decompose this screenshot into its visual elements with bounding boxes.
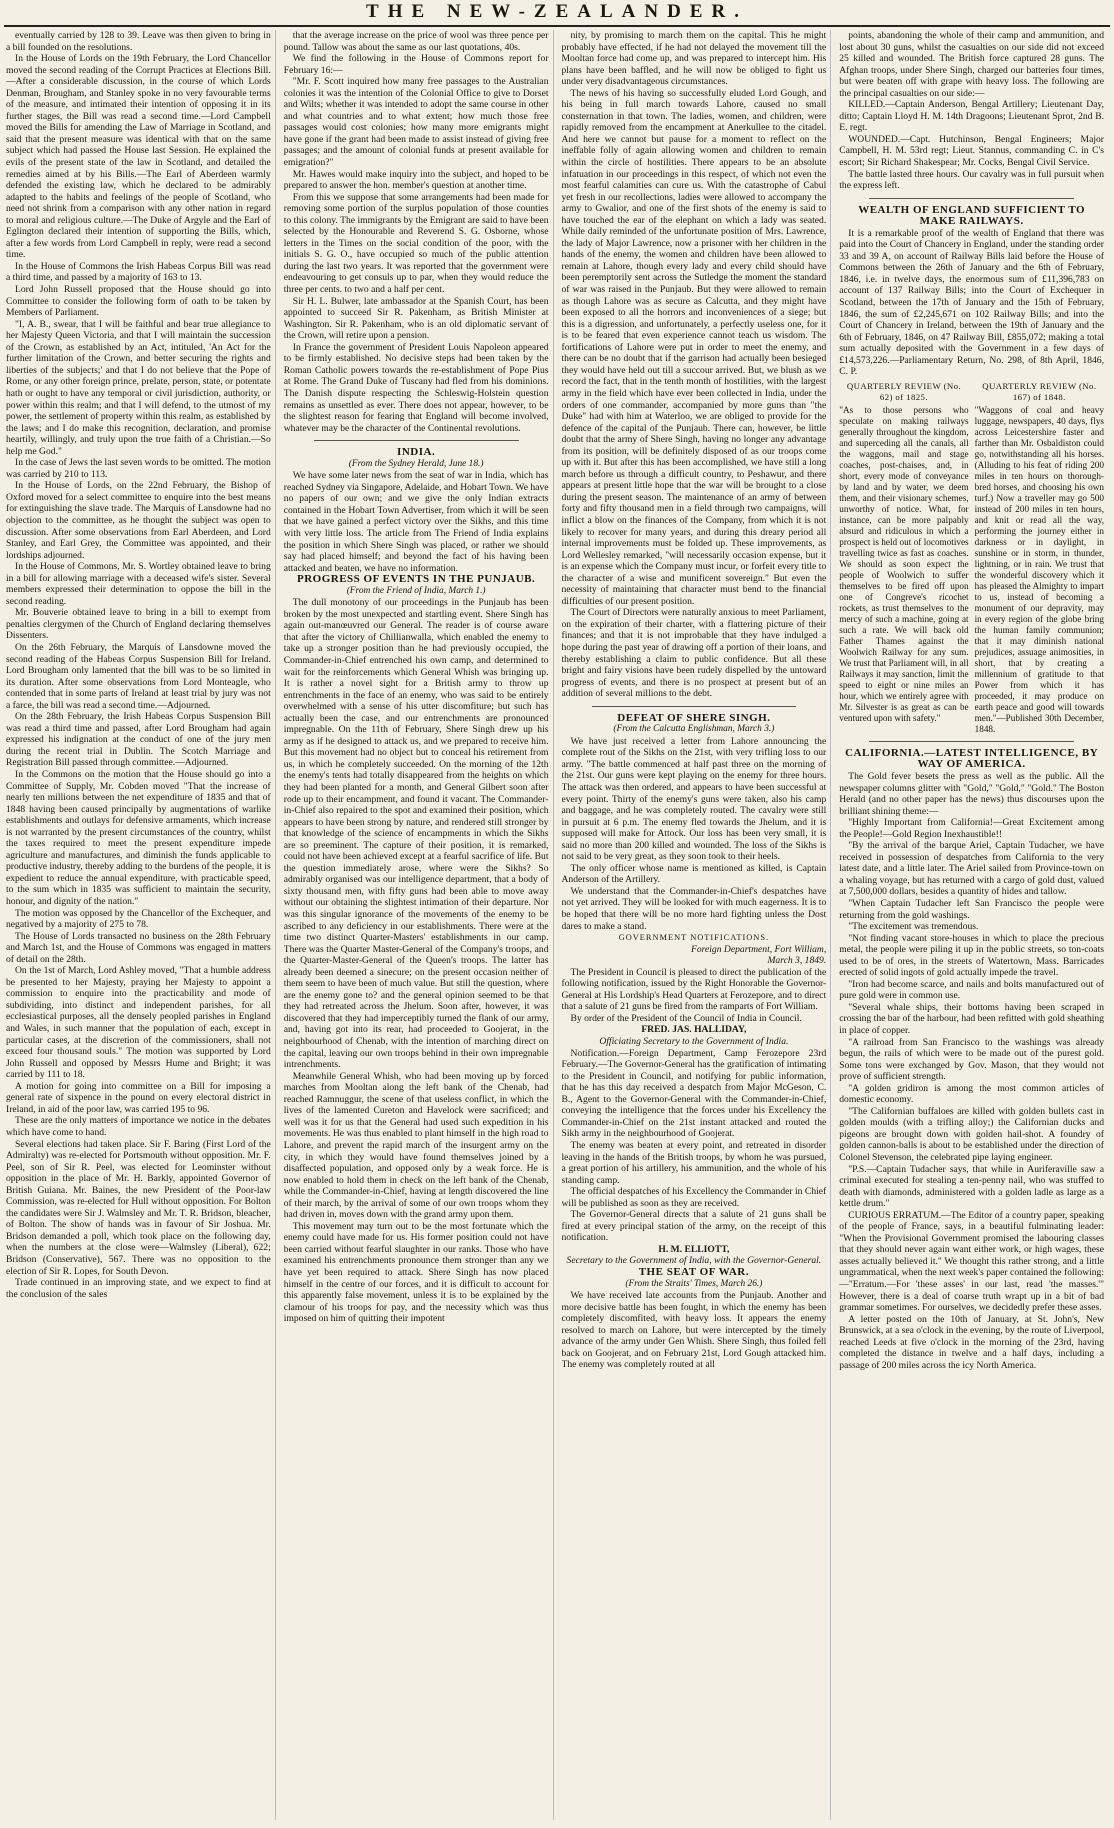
seat-of-war-source: (From the Straits' Times, March 26.) xyxy=(625,1278,763,1289)
article-paragraph: nity, by promising to march them on the capital. This he might probably have effected, if he had not delayed the movement till the Mooltan force had come up, and was prepared to intercept him. His plans have been baffled, and he will now be obliged to fight us under very disadvantageous circumstances. xyxy=(561,30,827,88)
article-paragraph: On the 1st of March, Lord Ashley moved, "That a humble address be presented to her Majesty, praying her Majesty to appoint a commission to enquire into the practicability and mode of subdividing, into distinct and independent parishes, for all ecclesiastical purposes, all the densely peopled parishes in England and Wales, in such manner that the population of each, except in particular cases, at the discretion of the commissioners, shall not exceed four thousand souls." The motion was supported by Lord John Russell and opposed by Messrs Hume and Bright; it was carried by 111 to 18. xyxy=(6,965,271,1081)
article-paragraph: Several elections had taken place. Sir F. Baring (First Lord of the Admiralty) was re-elected for Portsmouth without opposition. Mr. F. Peel, son of Sir R. Peel, was elected for Leominster without opposition in the place of Mr. H. Barkly, appointed Governor of British Guiana. Mr. Baines, the new President of the Poor-law Commission, was re-elected for Hull without opposition. For Bolton the candidates were Sir J. Walmsley and Mr. T. R. Bridson, bleacher, of Bolton. The show of hands was in favour of Sir Joshua. Mr. Bridson demanded a poll, which took place on the following day, when the numbers at the close were—Walmsley (Liberal), 622; Bridson (Conservative), 567. There was no opposition to the election of Sir R. Lopes, for South Devon. xyxy=(6,1138,271,1277)
article-paragraph: "Several whale ships, their bottoms having been scraped in crossing the bar of the harbour, had been refitted with gold sheathing in place of copper. xyxy=(839,1001,1104,1036)
column-4-casualties xyxy=(839,30,1104,192)
article-paragraph: In France the government of President Louis Napoleon appeared to be firmly established. No decisive steps had been taken by the Roman Catholic powers towards the re-establishment of Pope Pius at Rome. The Grand Duke of Tuscany had fled from his dominions. The Danish dispute respecting the Schleswig-Holstein question remains as unsettled as ever. There does not appear, however, to be the slightest reason for fearing that England will become involved, whatever may be the character of the Continental revolutions. xyxy=(283,341,549,434)
article-paragraph: "A railroad from San Francisco to the washings was already begun, the rails of which were to be made out of the purest gold. Some tons were exchanged by Gov. Mason, that they would not prove of sufficient strength. xyxy=(839,1036,1104,1083)
article-paragraph: Mr. Hawes would make inquiry into the subject, and hoped to be prepared to answer the hon. member's question at another time. xyxy=(283,168,549,192)
article-paragraph: that the average increase on the price of wool was three pence per pound. Tallow was about the same as our last quotations, 40s. xyxy=(283,30,549,53)
article-paragraph: A letter posted on the 10th of January, at St. John's, New Brunswick, at a sea o'clock in the evening, by the route of Liverpool, reached Leeds at five o'clock in the morning of the 23rd, having completed the distance in twelve and a half days, including a passage of 200 miles across the icy North America. xyxy=(839,1313,1104,1371)
article-paragraph: On the 28th February, the Irish Habeas Corpus Suspension Bill was read a third time and passed, after Lord Brougham had again expressed his indignation at the conduct of one of the jury men during the recent trial in Dublin. The Scotch Marriage and Registration Bill passed through committee.—Adjourned. xyxy=(6,711,271,769)
quarterly-review-1848-text: "Waggons of coal and heavy luggage, newspapers, 40 days, flys across Leicestershire faster and farther than Mr. Osbaldiston could go, notwithstanding all his horses. (Alluding to his feat of riding 200 miles in ten hours on thorough-bred horses, and choosing his own turf.) Now a traveller may go 500 instead of 200 miles in ten hours, and knit or read all the way, performing the journey either in darkness or in daylight, in sunshine or in storm, in thunder, lightning, or in rain. We trust that the wonderful discovery which it has pleased the Almighty to impart to us, instead of becoming a monument of our depravity, may in every region of the globe bring the human family communion; that it may diminish national prejudices, assuage animosities, in short, that by creating a millennium of gratitude to that Power from which it has proceeded, it may produce on earth peace and good will towards men."—Published 30th December, 1848. xyxy=(974,404,1104,734)
article-paragraph: Mr. Bouverie obtained leave to bring in a bill to exempt from penalties clergymen of the Church of England declaring themselves Dissenters. xyxy=(6,607,271,642)
article-paragraph: "By the arrival of the barque Ariel, Captain Tudacher, we have received in possession of despatches from California to the very latest date, and a little later. The Ariel sailed from Province-town on a whaling voyage, but has returned with a cargo of gold dust, valued at 7,500,000 dollars, besides a quantity of hides and tallow. xyxy=(839,840,1104,898)
article-paragraph: CURIOUS ERRATUM.—The Editor of a country paper, speaking of the people of France, says, in a beautiful fulminating leader: "When the Provisional Government promised the labouring classes that they should never again want either work, or high wages, these asses actually believed it." We thought this rather strong, and a little ungrammatical, when the next week's paper contained the following:—"Erratum.—For 'these asses' in our last, read 'the masses.'" However, there is a deal of coarse truth wrapt up in a bit of bad grammar sometimes. For ourselves, we decidedly prefer these asses. xyxy=(839,1209,1104,1314)
punjaub-article xyxy=(284,597,549,1324)
article-paragraph: In the House of Lords on the 19th February, the Lord Chancellor moved the second reading of the Corrupt Practices at Elections Bill.—After a considerable discussion, in the course of which Lords Denman, Brougham, and Stanley spoke in no very favourable terms of the measure, and intimated their intention of opposing it in its further stages, the Bill was read a second time.—Lord Campbell moved the Bills for amending the Law of Marriage in Scotland, and said that the present measure was identical with that on the same subject which had passed the House last Session. He explained the evils of the present state of the law in Scotland, and detailed the remedies aimed at by his Bills.—The Earl of Aberdeen warmly defended the existing law, which he declared to be admirably adapted to the habits and feelings of the people of Scotland, who need not shrink from a comparison with any other nation in regard to moral and religious culture.—The Duke of Argyle and the Earl of Eglington declared their intention of supporting the Bills, which, after a few words from Lord Campbell in reply, were read a second time. xyxy=(6,53,271,261)
defeat-heading: DEFEAT OF SHERE SINGH. xyxy=(617,711,771,724)
notification-signature: FRED. JAS. HALLIDAY, xyxy=(641,1024,747,1036)
quarterly-review-1848 xyxy=(975,381,1104,735)
india-text: We have some later news from the seat of war in India, which has reached Sydney via Singapore, Adelaide, and Hobart Town. We have no papers of our own; and we give the only Indian extracts contained in the Hobart Town Advertiser, from which it will be seen that we have gained a perfect victory over the Sikhs, and this time with very little loss. The article from The Friend of India explains the position in which Shere Singh was placed, or rather we should say had placed himself; and beyond the fact of his having been attacked and beaten, we have no information. xyxy=(283,470,549,574)
article-paragraph: On the 26th February, the Marquis of Lansdowne moved the second reading of the Habeas Corpus Suspension Bill for Ireland. Lord Brougham only lamented that the bill was to be so limited in its duration. After some observations from Lord Monteagle, who contended that in some parts of Ireland at least trial by jury was not a farce, the bill was read a second time.—Adjourned. xyxy=(6,641,271,711)
article-paragraph: Lord John Russell proposed that the House should go into Committee to consider the following form of oath to be taken by Members of Parliament. xyxy=(6,284,271,319)
california-article xyxy=(839,771,1104,1371)
article-paragraph: We find the following in the House of Commons report for February 16:— xyxy=(283,53,549,76)
divider xyxy=(869,741,1074,742)
article-paragraph: The House of Lords transacted no business on the 28th February and March 1st, and the House of Commons was engaged in matters of detail on the 28th. xyxy=(6,930,271,965)
article-paragraph: From this we suppose that some arrangements had been made for removing some portion of the surplus population of those counties to this colony. The immigrants by the Emigrant are said to have been selected by the Honourable and Reverend S. G. Osborne, whose letters in the Times on the social condition of the poor, with the initials S. G. O., have occupied so much of the public attention during the last two years. It was reported that the government were endeavouring to get consuls up to par, when they would reduce the three per cents. to two and a half per cent. xyxy=(283,191,549,296)
newspaper-title: THE NEW-ZEALANDER. xyxy=(366,1,748,22)
article-paragraph: In the case of Jews the last seven words to be omitted. The motion was carried by 210 to 113. xyxy=(6,457,271,480)
defeat-article xyxy=(562,736,827,932)
article-paragraph: WOUNDED.—Capt. Hutchinson, Bengal Engineers; Major Campbell, H. M. 53rd regt; Lieut. Stannus, commanding C. in C's escort; Sir Richard Shakespear; Mr. Cocks, Bengal Civil Service. xyxy=(839,133,1104,169)
divider xyxy=(592,706,797,707)
column-2-parliament-news xyxy=(284,30,549,434)
wealth-text: It is a remarkable proof of the wealth of England that there was paid into the Court of Chancery in England, under the standing order 33 and 39 A, on account of Railway Bills laid before the House of Commons between the 26th of January and the 6th of February, 1846, i.e. in twelve days, the enormous sum of £11,396,783 on account of 137 Railway Bills; into the Court of Exchequer in Scotland, between the 17th of January and the 15th of February, 1846, the sum of £2,245,671 on 102 Railway Bills; and into the Court of Chancery in Ireland, between the 19th of January and the 6th of February, 1846, on 47 Railway Bill, £855,072; making a total sum actually deposited with the Government in a few days of £14,573,226.—Parliamentary Return, No. 298, of 8th April, 1846, C. P. xyxy=(839,227,1104,378)
article-paragraph: points, abandoning the whole of their camp and ammunition, and lost about 30 guns, whilst the casualties on our side did not exceed 25 killed and wounded. The British force captured 28 guns. The Afghan troops, under Shere Singh, charged our batteries four times, but were beaten off with grape with heavy loss. The following are the principal casualties on our side:— xyxy=(839,30,1104,99)
notifications-heading: GOVERNMENT NOTIFICATIONS. xyxy=(618,933,770,943)
article-paragraph: The dull monotony of our proceedings in the Punjaub has been broken by the most unexpected and startling event. Shere Singh has again out-manœuvred our General. The reader is of course aware that after the victory of Chillianwalla, which enabled the enemy to take up a stronger position than he had previously occupied, the Commander-in-Chief entrenched his own camp, and determined to wait for the reinforcements which General Whish was bringing up. It is rather a novel sight for a British army to throw up entrenchments in the face of an enemy, who was said to be entirely overwhelmed with a sense of his utter discomfiture; but such has actually been the case, and our entrenchments are pronounced impregnable. On the 11th of February, Shere Singh drew up his army as if he designed to attack us, and we prepared to receive him. But this movement had no object but to conceal his retirement from us, in which he completely succeeded. On the morning of the 12th the enemy's tents had totally disappeared from the heights on which they had been planted for a month, and General Gilbert soon after rode up to their encampment, and found it vacant. The Commander-in-Chief also repaired to the spot and examined their position, which appears to have been strong by nature, and rendered still stronger by that knowledge of the science of encampments in which the Sikhs are so preeminent. The capture of their position, it is remarked, could not have been achieved except at a fearful sacrifice of life. But the question immediately arose, where were the Sikhs? So admirably organised was our intelligence department, that a body of sixty thousand men, with fifty guns had been able to move away without our obtaining the slightest intimation of their departure. Nor was this singular ignorance of the movements of the enemy to be ascribed to any deficiency in our establishments. There were at the time two distinct Quarter-Masters' establishments in our camp. There was the Quarter Master-General of the Company's troops, and the Quarter-Master-General of the Queen's troops. The latter has already been deemed a sinecure; on the present occasion neither of them seem to have been of much value. But still the question, where are the enemy gone to? and the general opinion seemed to be that they had retreated across the Jhelum. Soon after, however, it was discovered that they had imperceptibly turned the flank of our army, and, having got into its rear, had proceeded to Goojerat, in the neighbourhood of Chenab, with the intention of marching direct on the capital, leaving our own troops behind in their own impregnable intrenchments. xyxy=(283,597,549,1071)
article-paragraph: These are the only matters of importance we notice in the debates which have come to hand. xyxy=(6,1115,271,1138)
column-1 xyxy=(6,30,276,1820)
seat-of-war-text: We have received late accounts from the Punjaub. Another and more decisive battle has been fought, in which the enemy has been completely discomfited, with heavy loss. It appears the enemy resolved to march on Lahore, but were intercepted by the timely advance of the army under Gen Whish. Shere Singh, thus foiled fell back on Goojerat, and on February 21st, Lord Gough attacked him. The enemy was completely routed at all xyxy=(561,1290,827,1371)
article-paragraph: In the Commons on the motion that the House should go into a Committee of Supply, Mr. Cobden moved "That the increase of nearly ten millions between the net expenditure of 1835 and that of 1848 having been caused principally by augmentations of warlike establishments and outlays for defensive armaments, which increase is not warranted by the present circumstances of the country, whilst the taxes required to meet the present expenditure impede agriculture and manufactures, and diminish the funds applicable to productive industry, thereby adding to the burdens of the people, it is expedient to reduce the annual expenditure, with practicable speed, to the sum which in 1835 was sufficient to maintain the security, honour, and dignity of the nation." xyxy=(6,769,271,908)
article-paragraph: "The excitement was tremendous. xyxy=(848,921,979,933)
notification-body-5: The Governor-General directs that a salute of 21 guns shall be fired at every principal station of the army, on the receipt of this notification. xyxy=(561,1209,827,1244)
notification-body-4: The official despatches of his Excellency the Commander in Chief will be published as soon as they are received. xyxy=(561,1186,827,1209)
defeat-source: (From the Calcutta Englishman, March 3.) xyxy=(613,724,775,735)
article-paragraph: The only officer whose name is mentioned as killed, is Captain Anderson of the Artillery. xyxy=(561,862,827,886)
quarterly-review-1825-text: "As to those persons who speculate on making railways generally throughout the kingdom, and superceding all the canals, all the waggons, mail and stage coaches, post-chaises, and, in short, every mode of conveyance by land and by water, we deem them, and their visionary schemes, unworthy of notice. What, for instance, can be more palpably absurd and ridiculous in which a prospect is held out of locomotives travelling twice as fast as coaches. We should as soon expect the people of Woolwich to suffer themselves to be fired off upon one of Congreve's ricochet rockets, as trust themselves to the mercy of such a machine, going at such a rate. We will back old Father Thames against the Woolwich Railway for any sum. We trust that Parliament will, in all Railways it may sanction, limit the speed to eight or nine miles an hour, which we entirely agree with Mr. Silvester is as great as can be ventured upon with safety." xyxy=(839,404,969,723)
article-paragraph: In the House of Commons the Irish Habeas Corpus Bill was read a third time, and passed by a majority of 163 to 13. xyxy=(6,260,271,284)
notification-body-3: The enemy was beaten at every point, and retreated in disorder leaving in the hands of the British troops, by whom he was pursued, a great portion of his artillery, his ammunition, and the whole of his standing camp. xyxy=(561,1139,827,1186)
article-paragraph: KILLED.—Captain Anderson, Bengal Artillery; Lieutenant Day, ditto; Captain Lloyd H. M. 14th Dragoons; Lieutenant Sprot, 2nd B. E. regt. xyxy=(839,99,1104,134)
notification-order: By order of the President of the Council of India in Council. xyxy=(570,1012,802,1024)
notification-date: March 3, 1849. xyxy=(767,955,827,967)
article-paragraph: This movement may turn out to be the most fortunate which the enemy could have made for us. His former position could not have been carried without fearful slaughter in our ranks. Those who have examined his entrenchments pronounce them stronger than any we have yet been required to attack. Shere Singh has now placed himself in the centre of our forces, and it is difficult to account for this apparently false movement, unless it is to be explained by the clamour of his troops for pay, and the necessity which was thus imposed on him of quitting their impotent xyxy=(283,1220,549,1325)
notification-body-2: Notification.—Foreign Department, Camp Ferozepore 23rd February.—The Governor-General has the gratification of intimating to the President in Council, and notifying for public information, that he has this day received a despatch from Major McGeson, C. B., Agent to the Governor-General with the Commander-in-Chief, conveying the intelligence that the forces under his Excellency the Commander-in-Chief on the 21st instant attacked and routed the Sikh army in the neighbourhood of Goojerat. xyxy=(561,1047,827,1140)
column-3 xyxy=(562,30,832,1820)
notification-body: The President in Council is pleased to direct the publication of the following notification, issued by the Right Honorable the Governor-General at His Lordship's Head Quarters at Ferozepore, and to direct that a salute of 21 guns be fired from the ramparts of Fort William. xyxy=(561,966,827,1013)
divider xyxy=(314,440,519,441)
article-paragraph: "Highly Important from California!—Great Excitement among the People!—Gold Region Inexhaustible!! xyxy=(839,817,1104,840)
article-paragraph: "P.S.—Captain Tudacher says, that while in Auriferaville saw a criminal executed for stealing a ten-penny nail, who was stuffed to death with diamonds, administered with a golden ladle as large as a kettle drum." xyxy=(839,1163,1104,1210)
article-paragraph: The Court of Directors were naturally anxious to meet Parliament, on the expiration of their charter, with a flattering picture of their finances; and that it is not improbable that they have indulged a hope during the past year of drawing off a portion of their loans, and thereby establishing a claim to public confidence. But all these bright and fairy visions have been rudely dispelled by the untoward progress of events, and there is no prospect at present but of an addition of several millions to the debt. xyxy=(561,607,827,700)
punjaub-source: (From the Friend of India, March 1.) xyxy=(346,585,486,596)
article-paragraph: "Iron had become scarce, and nails and bolts manufactured out of pure gold were in common use. xyxy=(839,978,1104,1002)
article-paragraph: In the House of Commons, Mr. S. Wortley obtained leave to bring in a bill for allowing marriage with a deceased wife's sister. Several members expressed their determination to oppose the bill in the second reading. xyxy=(6,561,271,607)
article-paragraph: "The Californian buffaloes are killed with golden bullets cast in golden moulds (with a trifling alloy;) the Californian ducks and pigeons are brought down with golden hail-shot. A foundry of golden cannon-balls is about to be established under the direction of Colonel Stevenson, the celebrated pipe laying engineer. xyxy=(839,1105,1104,1163)
wealth-heading: WEALTH OF ENGLAND SUFFICIENT TO MAKE RAILWAYS. xyxy=(858,203,1086,228)
article-paragraph: We understand that the Commander-in-Chief's despatches have not yet arrived. They will be looked for with much eagerness. It is to be hoped that there will be no more hard fighting unless the Dost dares to make a stand. xyxy=(561,885,827,932)
notification-signature-title: Officiating Secretary to the Government of India. xyxy=(599,1036,789,1048)
india-source: (From the Sydney Herald, June 18.) xyxy=(348,458,484,469)
quarterly-review-comparison xyxy=(839,381,1104,735)
article-paragraph: A motion for going into committee on a Bill for imposing a general rate of sixpence in the pound on every electoral district in Ireland, in aid of the poor law, was carried 195 to 96. xyxy=(6,1080,271,1115)
article-paragraph: The Gold fever besets the press as well as the public. All the newspaper columns glitter with "Gold," "Gold," "Gold." The Boston Herald (and no other paper has the news) thus discourses upon the brilliant shining theme:— xyxy=(839,770,1104,817)
article-paragraph: Trade continued in an improving state, and we expect to find at the conclusion of the sales xyxy=(6,1277,271,1300)
article-paragraph: eventually carried by 128 to 39. Leave was then given to bring in a bill founded on the resolutions. xyxy=(6,30,271,53)
california-heading: CALIFORNIA.—LATEST INTELLIGENCE, BY WAY OF AMERICA. xyxy=(845,746,1099,771)
article-paragraph: "A golden gridiron is among the most common articles of domestic economy. xyxy=(839,1082,1104,1106)
masthead xyxy=(0,0,1114,26)
column-4 xyxy=(839,30,1108,1820)
article-paragraph: "When Captain Tudacher left San Francisco the people were returning from the gold washings. xyxy=(839,897,1104,921)
article-paragraph: "I, A. B., swear, that I will be faithful and bear true allegiance to her Majesty Queen Victoria, and that I will maintain the succession of the Crown, as established by an Act, intituled, 'An Act for the further limitation of the Crown, and better securing the rights and liberties of the subjects;' and that I do not believe that the Pope of Rome, or any other foreign prince, prelate, person, state, or potentate hath or ought to have any temporal or civil jurisdiction, authority, or power within this realm; and that I will defend, to the utmost of my power, the settlement of property within this realm, as established by the laws; and I do make this recognition, declaration, and promise heartily, willingly, and truly upon the true faith of a Christian.—So help me God." xyxy=(6,318,271,457)
article-paragraph: The motion was opposed by the Chancellor of the Exchequer, and negatived by a majority of 275 to 78. xyxy=(6,907,271,931)
notification-signature-2: H. M. ELLIOTT, xyxy=(658,1243,730,1255)
column-3-punjaub-continued xyxy=(562,30,827,700)
notification-signature-2-title: Secretary to the Government of India, with the Governor-General. xyxy=(566,1255,822,1267)
article-paragraph: "Not finding vacant store-houses in which to place the precious metal, the people were piling it up in the public streets, so ton-coats used to be of ores, in the streets of Watertown, Mass. Barricades erected of solid ingots of gold actually impede the travel. xyxy=(839,932,1104,979)
column-2 xyxy=(284,30,554,1820)
quarterly-review-1848-label: QUARTERLY REVIEW (No. 167) of 1848. xyxy=(982,380,1097,402)
article-paragraph: Sir H. L. Bulwer, late ambassador at the Spanish Court, has been appointed to succeed Sir R. Pakenham, as British Minister at Washington. Sir R. Pakenham, who is an old diplomatic servant of the Crown, will retire upon a pension. xyxy=(283,295,549,342)
masthead-rule xyxy=(4,25,1110,27)
article-paragraph: "Mr. F. Scott inquired how many free passages to the Australian colonies it was the intention of the Colonial Office to give to Dorset and Wilts; whether it was intended to adopt the same course in other and what countries and to what extent; how much those free passages would cost colonies; how many more emigrants might have gone if the grant had been made to assist instead of giving free passages; and the amount of colonial funds at present available for emigration?" xyxy=(283,76,549,169)
punjaub-heading: PROGRESS OF EVENTS IN THE PUNJAUB. xyxy=(296,573,536,586)
article-paragraph: Meanwhile General Whish, who had been moving up by forced marches from Mooltan along the left bank of the Chenab, had reached Ramnuggur, the scene of that useless conflict, in which the lives of the lamented Cureton and Havelock were sacrificed; and well was it for us that the General had used such expedition in his movements. He was thus enabled to plant himself in the high road to Lahore, and prevent the rapid march of the insurgent army on the city, in which they would have found themselves joined by a disaffected population, and opposed only by a weak force. He is now enabled to hold them in check on the left bank of the Chenab, while the Commander-in-Chief, having at length discovered the line of their march, by the arrival of some of our own troops whom they had driven in, moves down with the grand army upon them. xyxy=(283,1070,549,1221)
article-paragraph: We have just received a letter from Lahore announcing the complete rout of the Sikhs on the 21st, with very trifling loss to our army. "The battle commenced at half past three on the morning of the 21st. Our guns were kept playing on the enemy for three hours. The attack was then ordered, and appears to have been successful at every point. Thirty of the enemy's guns were taken, also his camp and baggage, and he was completely routed. The cavalry were still in pursuit at 6 p.m. The enemy fled towards the Jhelum, and it is supposed will make for Attock. Our loss has been very small, it is said no more than 200 killed and wounded. The loss of the Sikhs is not said to be very great, as they soon took to their heels. xyxy=(561,735,827,863)
article-paragraph: In the House of Lords, on the 22nd February, the Bishop of Oxford moved for a select committee to enquire into the best means for extinguishing the slave trade. The Marquis of Lansdowne had no objection to the committee, as he thought the subject was open to discussion. After some observations from Earl Aberdeen, and Lord Stanley, and Earl Grey, the Committee was appointed, and their lordships adjourned. xyxy=(6,480,271,561)
divider xyxy=(869,198,1074,199)
india-heading: INDIA. xyxy=(397,446,436,459)
seat-of-war-heading: THE SEAT OF WAR. xyxy=(638,1265,750,1278)
notification-dept: Foreign Department, Fort William, xyxy=(690,943,827,955)
page-columns xyxy=(6,30,1108,1820)
quarterly-review-1825-label: QUARTERLY REVIEW (No. 62) of 1825. xyxy=(846,380,962,402)
quarterly-review-1825 xyxy=(839,381,968,735)
article-paragraph: The battle lasted three hours. Our cavalry was in full pursuit when the express left. xyxy=(839,168,1104,192)
article-paragraph: The news of his having so successfully eluded Lord Gough, and his being in full march towards Lahore, caused no small consternation in that town. The ladies, women, and children, were rapidly removed from the encampment at Anerkullee to the citadel. And here we cannot but pause for a moment to reflect on the ineffable folly of again allowing women and children to remain within the circle of hostilities. There appears to be an absolute infatuation in our proceedings in this respect, of which not even the most fearful calamities can cure us. With the catastrophe of Cabul yet fresh in our recollections, ladies were allowed to accompany the army to Gwalior, and one of the first shots of the enemy is said to have touched the ear of the elephant on which a lady was seated. While daily reminded of the unfortunate position of Mrs. Lawrence, the lady of Major Lawrence, now a prisoner with her children in the hands of the enemy, the women and children have been allowed to remain at Lahore, though every lady and every child should have been peremptorily sent across the Sutledge the moment the standard of war was raised in the Punjaub. But they were allowed to remain as though Lahore was as secure as Calcutta, and they might have been exposed to all the horrors and inconveniences of a siege; but this is a digression, and unfortunately, a perfectly useless one, for it is to be feared that even experience cannot teach us wisdom. The fortifications of Lahore were put in order to meet the enemy, and there can be no doubt that if the garrison had actually been besieged they would have held out till a succour arrived. But, we blush as we record the fact, that in the tenth month of hostilities, with the largest army in the field which have ever been collected in India, under the orders of one commander, accompanied by more guns than "the Duke" had with him at Waterloo, we are obliged to provide for the defence of the capital of the Punjaub. There can, however, be little doubt that the army of Shere Singh, having no longer any advantage from its position, will be definitely disposed of as our troops come up with it. But after this has been accomplished, we have still a long march before us through a difficult country, to Peshawur, and there appears at present little hope that the war will be brought to a close during the present season. The maintenance of an army of between forty and fifty thousand men in a field through two campaigns, will inflict a blow on the finances of the Company, from which it is not likely to recover for many years, and during this dreary period all internal improvements must be folded up. These improvements, as Lord Wellesley remarked, "will necessarily occasion expense, but it is an expense which the Company must incur, or forfeit every title to the character of a wise and munificent sovereign." But even the necessity of maintaining that character must bend to the financial difficulties of our present position. xyxy=(561,87,827,607)
